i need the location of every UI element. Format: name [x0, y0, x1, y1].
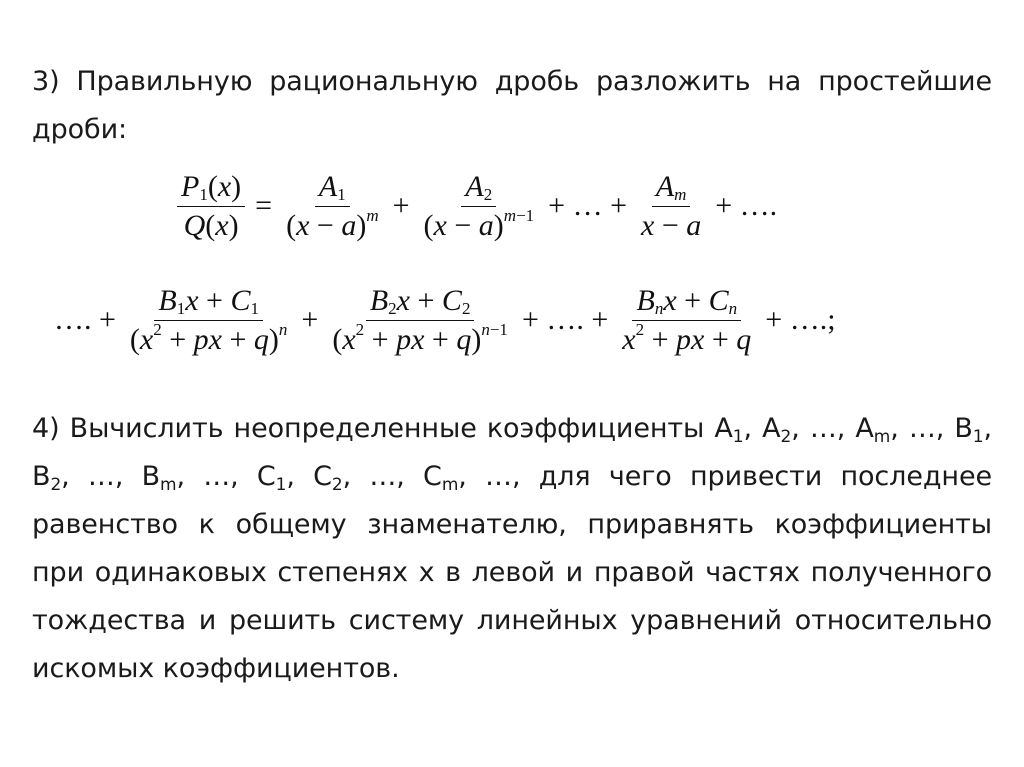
fraction-p1-over-q	[177, 168, 245, 245]
step-3-line-2: дроби:	[32, 114, 128, 145]
fraction-numerator: $P_1(x)$	[177, 168, 245, 207]
fraction-denominator: ($x^2$ + px + q)$^{n-1}$	[332, 319, 508, 356]
trailing-plus-dots: + ….	[715, 189, 778, 222]
fraction-denominator: $(x - a)^{m-1}$	[423, 205, 535, 242]
step-4-text	[32, 405, 992, 693]
fraction-numerator: $A_1$	[315, 168, 350, 207]
fraction-a1	[282, 168, 383, 245]
ellipsis-plus: + … +	[548, 189, 627, 222]
fraction-am	[637, 168, 705, 245]
fraction-numerator: $A_m$	[652, 168, 691, 207]
fraction-numerator: $B_2x + C_2$	[366, 282, 475, 321]
fraction-numerator: $B_nx + C_n$	[632, 282, 741, 321]
fraction-bn-cn	[618, 282, 755, 359]
plus-sign: +	[301, 303, 319, 336]
fraction-b1-c1	[126, 282, 292, 359]
step-4-line-1-text: 4) Вычислить неопределенные коэффициенты A	[32, 413, 733, 444]
leading-dots-plus: …. +	[54, 303, 116, 336]
step-4-line-5: тождества и решить систему линейных уравнений относительно	[32, 605, 992, 636]
step-3-text	[32, 58, 992, 154]
fraction-denominator: $(x - a)^m$	[286, 205, 379, 242]
formula-line-1	[0, 158, 1024, 254]
fraction-denominator: Q(x)	[183, 208, 239, 242]
step-4-line-1: 4) Вычислить неопределенные коэффициенты $A_1$, $A_2$, …, $A_m$, …, $B_1$,	[32, 413, 992, 447]
step-4-line-2-text: B	[32, 461, 51, 492]
step-4-line-2: $B_2$, …, $B_m$, …, $C_1$, $C_2$, …, $C_m$, …, для чего привести последнее	[32, 461, 992, 495]
trailing-plus-dots-semicolon: + ….;	[765, 303, 836, 336]
step-4-line-6: искомых коэффициентов.	[32, 653, 400, 684]
step-4-line-3: равенство к общему знаменателю, приравнять коэффициенты	[32, 509, 992, 540]
fraction-denominator: ($x^2$ + px + q)$^n$	[129, 319, 288, 356]
fraction-numerator: $A_2$	[461, 168, 496, 207]
fraction-a2	[420, 168, 539, 245]
fraction-denominator: $x^2$ + px + q	[622, 319, 752, 356]
step-4-line-4: при одинаковых степенях x в левой и правой частях полученного	[32, 557, 992, 588]
formula-line-2	[0, 270, 1024, 370]
fraction-denominator: x − a	[641, 208, 702, 242]
equals-sign: =	[255, 189, 273, 222]
step-3-line-1: 3) Правильную рациональную дробь разложить на простейшие	[32, 66, 992, 97]
fraction-numerator: $B_1x + C_1$	[154, 282, 263, 321]
plus-sign: +	[392, 189, 410, 222]
dots-plus: + …. +	[521, 303, 609, 336]
fraction-b2-c2	[328, 282, 512, 359]
